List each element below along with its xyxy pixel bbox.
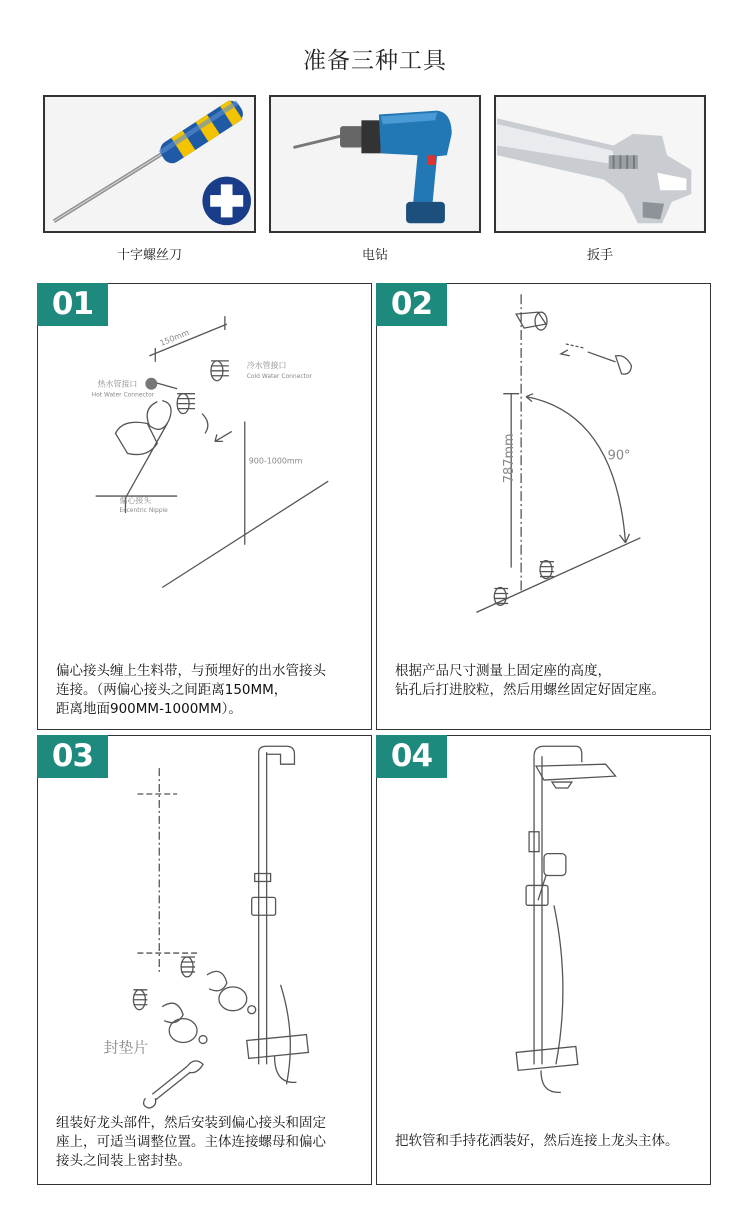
desc-line: 把软管和手持花洒装好，然后连接上龙头主体。 xyxy=(395,1133,679,1149)
step-01-description xyxy=(56,662,359,719)
step-panel-01 xyxy=(37,283,372,730)
desc-line: 接头之间装上密封垫。 xyxy=(56,1153,191,1169)
desc-line: 座上，可适当调整位置。主体连接螺母和偏心 xyxy=(56,1134,326,1150)
page-title: 准备三种工具 xyxy=(303,48,447,74)
label-height: 900-1000mm xyxy=(248,456,303,466)
step-02-description xyxy=(395,662,698,700)
step-badge-02: 02 xyxy=(376,283,447,326)
step-badge-04: 04 xyxy=(376,735,447,778)
label-eccentric-en: Eccentric Nipple xyxy=(119,506,168,514)
step-badge-01: 01 xyxy=(37,283,108,326)
label-787mm: 787mm xyxy=(502,433,518,484)
step-03-description xyxy=(56,1114,359,1171)
screwdriver-icon xyxy=(45,97,254,231)
desc-line: 偏心接头缠上生料带，与预埋好的出水管接头 xyxy=(56,663,326,679)
step-panel-03 xyxy=(37,735,372,1185)
step-panel-02 xyxy=(376,283,711,730)
label-cold-water-en: Cold Water Connector xyxy=(246,372,313,380)
tool-label-drill: 电钻 xyxy=(361,248,388,263)
tool-screwdriver-image xyxy=(43,95,256,233)
wrench-icon xyxy=(496,97,704,231)
label-hot-water-en: Hot Water Connector xyxy=(91,391,155,399)
tool-drill-image xyxy=(269,95,481,233)
step-panel-04 xyxy=(376,735,711,1185)
tool-label-screwdriver: 十字螺丝刀 xyxy=(116,248,182,263)
tool-wrench-image xyxy=(494,95,706,233)
tool-label-wrench: 扳手 xyxy=(586,248,613,263)
desc-line: 连接。（两偏心接头之间距离150MM， xyxy=(56,682,288,698)
step-04-diagram xyxy=(377,736,710,1184)
step-04-description xyxy=(395,1132,698,1151)
desc-line: 根据产品尺寸测量上固定座的高度， xyxy=(395,663,611,679)
label-eccentric: 偏心接头 xyxy=(119,496,152,506)
label-cold-water: 冷水管接口 xyxy=(246,360,287,370)
label-hot-water: 热水管接口 xyxy=(97,379,138,389)
desc-line: 钻孔后打进胶粒，然后用螺丝固定好固定座。 xyxy=(395,682,665,698)
desc-line: 组装好龙头部件，然后安装到偏心接头和固定 xyxy=(56,1115,326,1131)
step-badge-03: 03 xyxy=(37,735,108,778)
desc-line: 距离地面900MM-1000MM）。 xyxy=(56,701,242,717)
drill-icon xyxy=(271,97,479,231)
label-distance: 150mm xyxy=(158,328,191,348)
label-gasket: 封垫片 xyxy=(103,1038,149,1057)
label-90-degrees: 90° xyxy=(607,448,631,464)
